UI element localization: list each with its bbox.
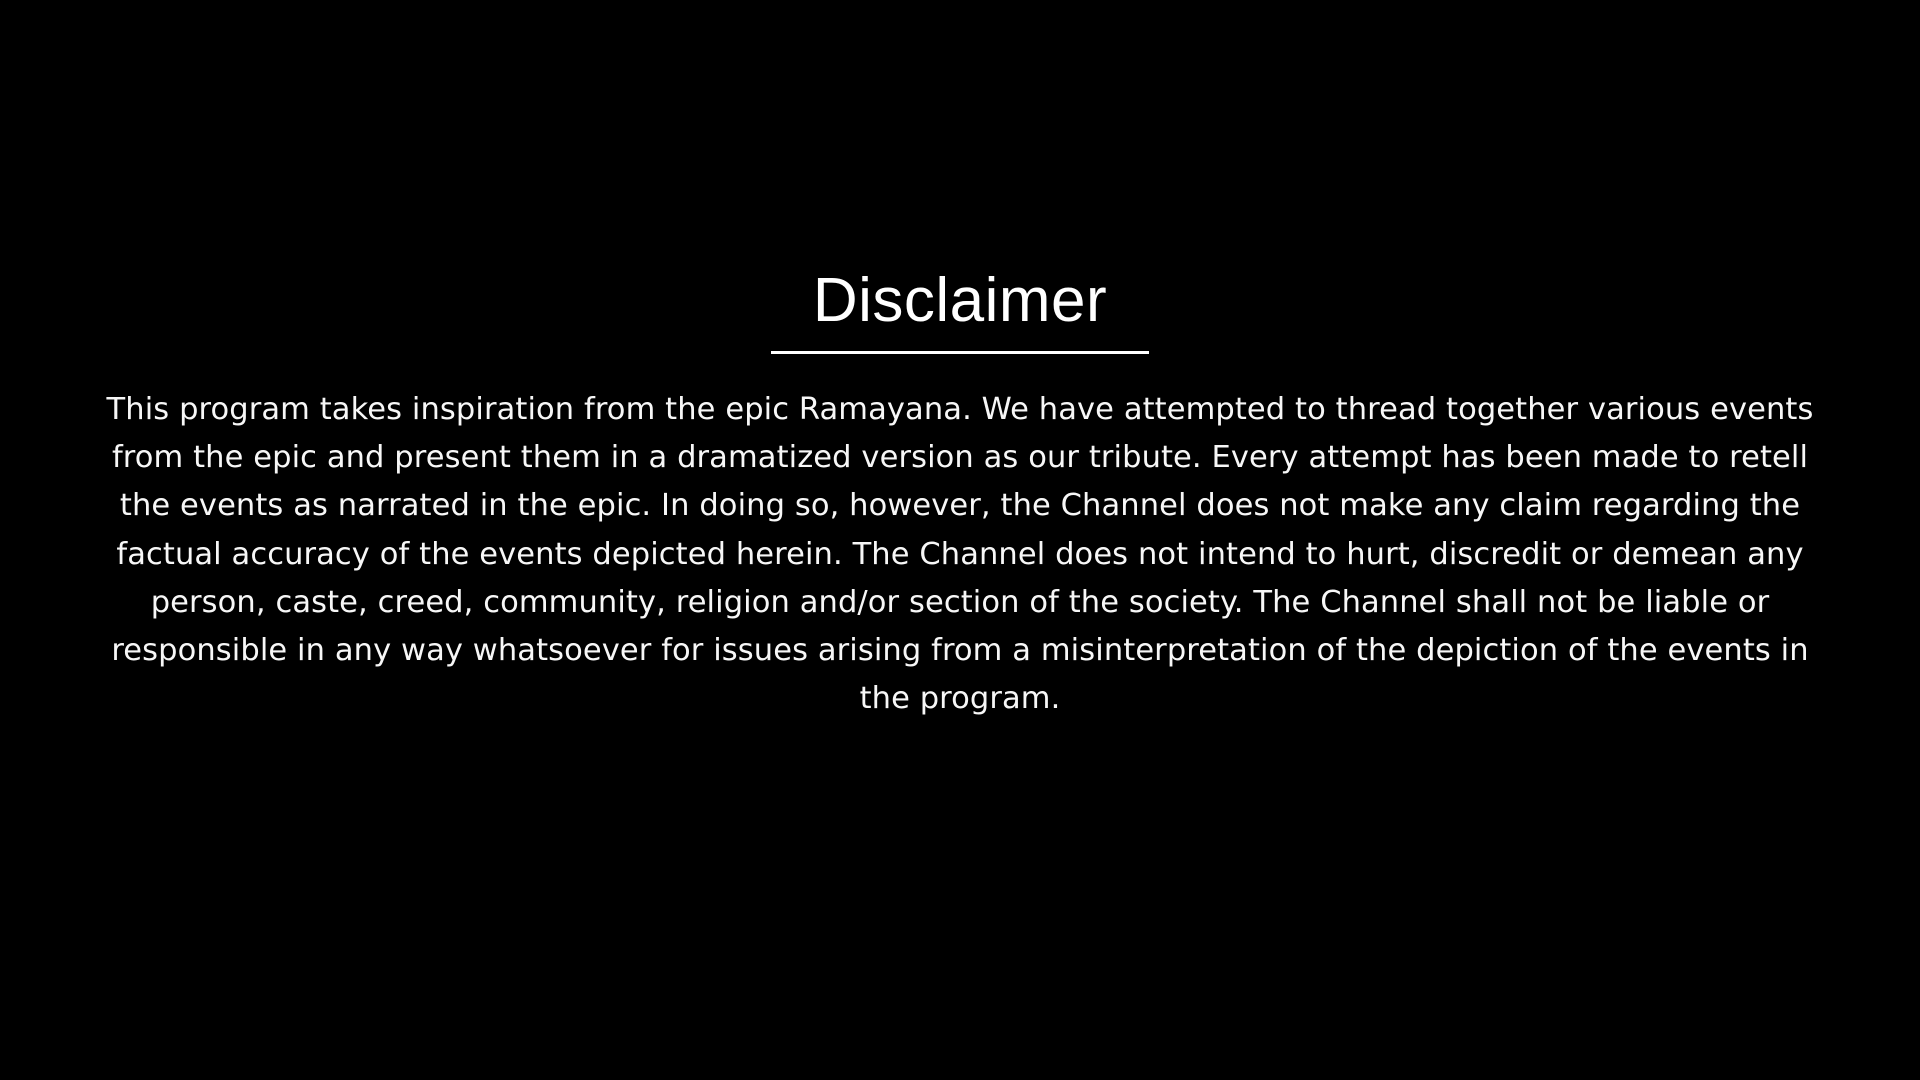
disclaimer-body-text: This program takes inspiration from the epic Ramayana. We have attempted to thread together various events from the epic and present them in a dramatized version as our tribute. Every attempt has been made to retell the events as narrated in the epic. In doing so, however, the Channel does not make any claim regarding the factual accuracy of the events depicted herein. The Channel does not intend to hurt, discredit or demean any person, caste, creed, community, religion and/or section of the society. The Channel shall not be liable or responsible in any way whatsoever for issues arising from a misinterpretation of the depiction of the events in the program. xyxy=(106,392,1814,717)
page-title: Disclaimer xyxy=(812,266,1108,335)
title-block xyxy=(771,268,1149,354)
title-underline-divider xyxy=(771,351,1149,354)
